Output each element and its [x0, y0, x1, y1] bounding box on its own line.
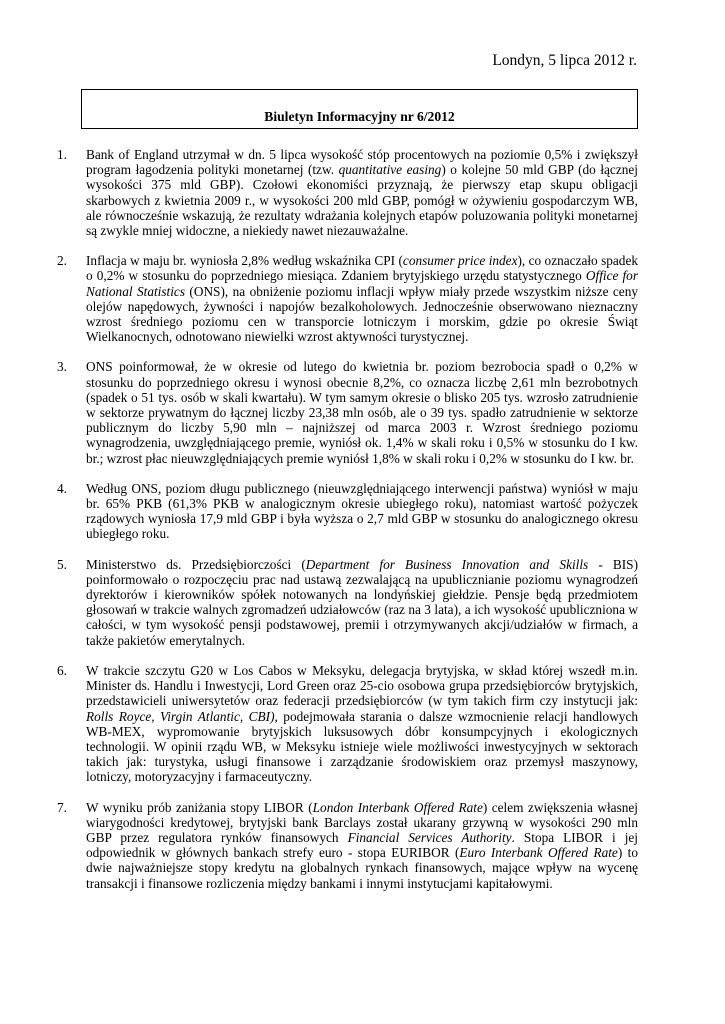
- item-text-segment: Według ONS, poziom długu publicznego (nieuwzględniającego interwencji państwa) wyniósł w maju br. 65% PKB (61,3% PKB w analogicznym okresie ubiegłego roku), natomiast wartość pożyczek rządowych wyniosła 17,9 mld GBP i była wyższa o 2,7 mld GBP w stosunku do analogicznego okresu ubiegłego roku.: [86, 480, 638, 542]
- item-text: [86, 147, 638, 238]
- item-text-segment: W wyniku prób zaniżania stopy LIBOR (: [86, 799, 313, 815]
- item-number: 7.: [57, 799, 67, 815]
- item-text-italic: Rolls Royce, Virgin Atlantic, CBI): [86, 708, 275, 724]
- item-text-italic: Office for National Statistics: [86, 268, 638, 299]
- item-text-segment: , podejmowała starania o dalsze wzmocnienie relacji handlowych WB-MEX, wypromowanie brytyjskich luksusowych dóbr konsumpcyjnych i ekologicznych technologii. W opinii rządu WB, w Meksyku istnieje wiele możliwości inwestycyjnych w sektorach takich jak: turystyka, usługi finansowe i zarządzanie środowiskiem oraz przemysł maszynowy, lotniczy, motoryzacyjny i farmaceutyczny.: [86, 708, 638, 785]
- bulletin-title: Biuletyn Informacyjny nr 6/2012: [264, 109, 455, 124]
- item-text-italic: consumer price index: [402, 253, 518, 269]
- item-text-segment: ) to dwie najważniejsze stopy kredytu na globalnych rynkach finansowych, mające wpływ na wycenę transakcji i finansowe rozliczenia między bankami i innymi instytucjami kapitałowymi.: [86, 845, 638, 891]
- item-text-segment: - BIS) poinformowało o rozpoczęciu prac nad ustawą zezwalającą na upublicznianie poziomu wynagrodzeń dyrektorów i kierowników spółek notowanych na londyńskiej giełdzie. Pensje będą przedmiotem głosowań w trakcie walnych zgromadzeń udziałowców (raz na 3 lata), a ich wysokość upubliczniona w całości, w tym wysokość pensji podstawowej, premii i otrzymywanych akcji/udziałów w firmach, a także pakietów emerytalnych.: [86, 556, 638, 648]
- item-text-italic: Department for Business Innovation and Skills: [305, 556, 589, 572]
- item-text: [86, 557, 638, 648]
- title-box: [81, 89, 638, 129]
- item-text-italic: Financial Services Authority: [347, 829, 512, 845]
- item-text-segment: W trakcie szczytu G20 w Los Cabos w Meksyku, delegacja brytyjska, w skład której wszedł m.in. Minister ds. Handlu i Inwestycji, Lord Green oraz 25-cio osobowa grupa przedsiębiorców brytyjskich, przedstawicieli uniwersytetów oraz federacji przedsiębiorców (w tym takich firm czy instytucji jak:: [86, 662, 638, 709]
- item-text-italic: Euro Interbank Offered Rate: [459, 845, 618, 861]
- item-number: 6.: [57, 662, 67, 678]
- item-text-segment: ) o kolejne 50 mld GBP (do łącznej wysokości 375 mld GBP). Czołowi ekonomiści przyznają, że pierwszy etap skupu obligacji skarbowych z kwietnia 2009 r., w wysokości 200 mld GBP, pomógł w ożywieniu gospodarczym WB, ale równocześnie wskazują, że rezultaty wdrażania kolejnych etapów poluzowania polityki monetarnej są zwykle mniej widoczne, a niekiedy nawet niezauważalne.: [86, 162, 638, 239]
- item-text: [86, 663, 638, 785]
- item-text-segment: ), co oznaczało spadek o 0,2% w stosunku do poprzedniego miesiąca. Zdaniem brytyjskiego urzędu statystycznego: [86, 253, 638, 284]
- item-text-segment: Inflacja w maju br. wyniosła 2,8% według wskaźnika CPI (: [86, 253, 403, 269]
- item-number: 5.: [57, 556, 67, 572]
- list-item: [57, 800, 638, 891]
- list-item: [57, 663, 638, 785]
- item-number: 3.: [57, 359, 67, 375]
- item-text-italic: London Interbank Offered Rate: [312, 799, 483, 815]
- item-text-segment: Ministerstwo ds. Przedsiębiorczości (: [86, 556, 306, 572]
- item-text-segment: Bank of England utrzymał w dn. 5 lipca wysokość stóp procentowych na poziomie 0,5% i zwiększył program łagodzenia polityki monetarnej (tzw.: [86, 147, 638, 178]
- item-number: 2.: [57, 253, 67, 269]
- item-text: [86, 253, 638, 344]
- item-number: 4.: [57, 480, 67, 496]
- list-item: [57, 359, 638, 465]
- item-text-segment: ) celem zwiększenia własnej wiarygodności kredytowej, brytyjski bank Barclays został ukarany grzywną w wysokości 290 mln GBP przez regulatora rynków finansowych: [86, 799, 638, 845]
- item-text-segment: ONS poinformował, że w okresie od lutego do kwietnia br. poziom bezrobocia spadł o 0,2% w stosunku do poprzedniego okresu i wynosi obecnie 8,2%, co oznacza liczbę 2,61 mln bezrobotnych (spadek o 51 tys. osób w skali kwartału). W tym samym okresie o blisko 205 tys. wzrosło zatrudnienie w sektorze prywatnym do łącznej liczby 23,38 mln osób, ale o 39 tys. spadło zatrudnienie w sektorze publicznym do liczby 5,90 mln – najniższej od marca 2003 r. Wzrost średniego poziomu wynagrodzenia, uwzględniającego premie, wyniósł ok. 1,4% w skali roku i 0,5% w stosunku do I kw. br.; wzrost płac nieuwzględniających premie wyniósł 1,8% w skali roku i 0,2% w stosunku do I kw. br.: [86, 359, 638, 466]
- item-text: [86, 359, 638, 465]
- list-item: [57, 147, 638, 238]
- item-number: 1.: [57, 147, 67, 162]
- item-text-segment: (ONS), na obniżenie poziomu inflacji wpływ miały przede wszystkim niższe ceny olejów napędowych, żywności i napojów bezalkoholowych. Jednocześnie obserwowano nieznaczny wzrost średniego poziomu cen w transporcie lotniczym i morskim, gdzie po okresie Świąt Wielkanocnych, odnotowano niewielki wzrost aktywności turystycznej.: [86, 283, 639, 345]
- item-text-segment: . Stopa LIBOR i jej odpowiednik w głównych bankach strefy euro - stopa EURIBOR (: [86, 829, 638, 861]
- list-item: [57, 481, 638, 542]
- bulletin-items-list: [57, 147, 638, 906]
- list-item: [57, 253, 638, 344]
- list-item: [57, 557, 638, 648]
- item-text: [86, 800, 638, 891]
- item-text: [86, 481, 638, 542]
- item-text-italic: quantitative easing: [338, 162, 442, 178]
- place-date: Londyn, 5 lipca 2012 r.: [492, 52, 637, 69]
